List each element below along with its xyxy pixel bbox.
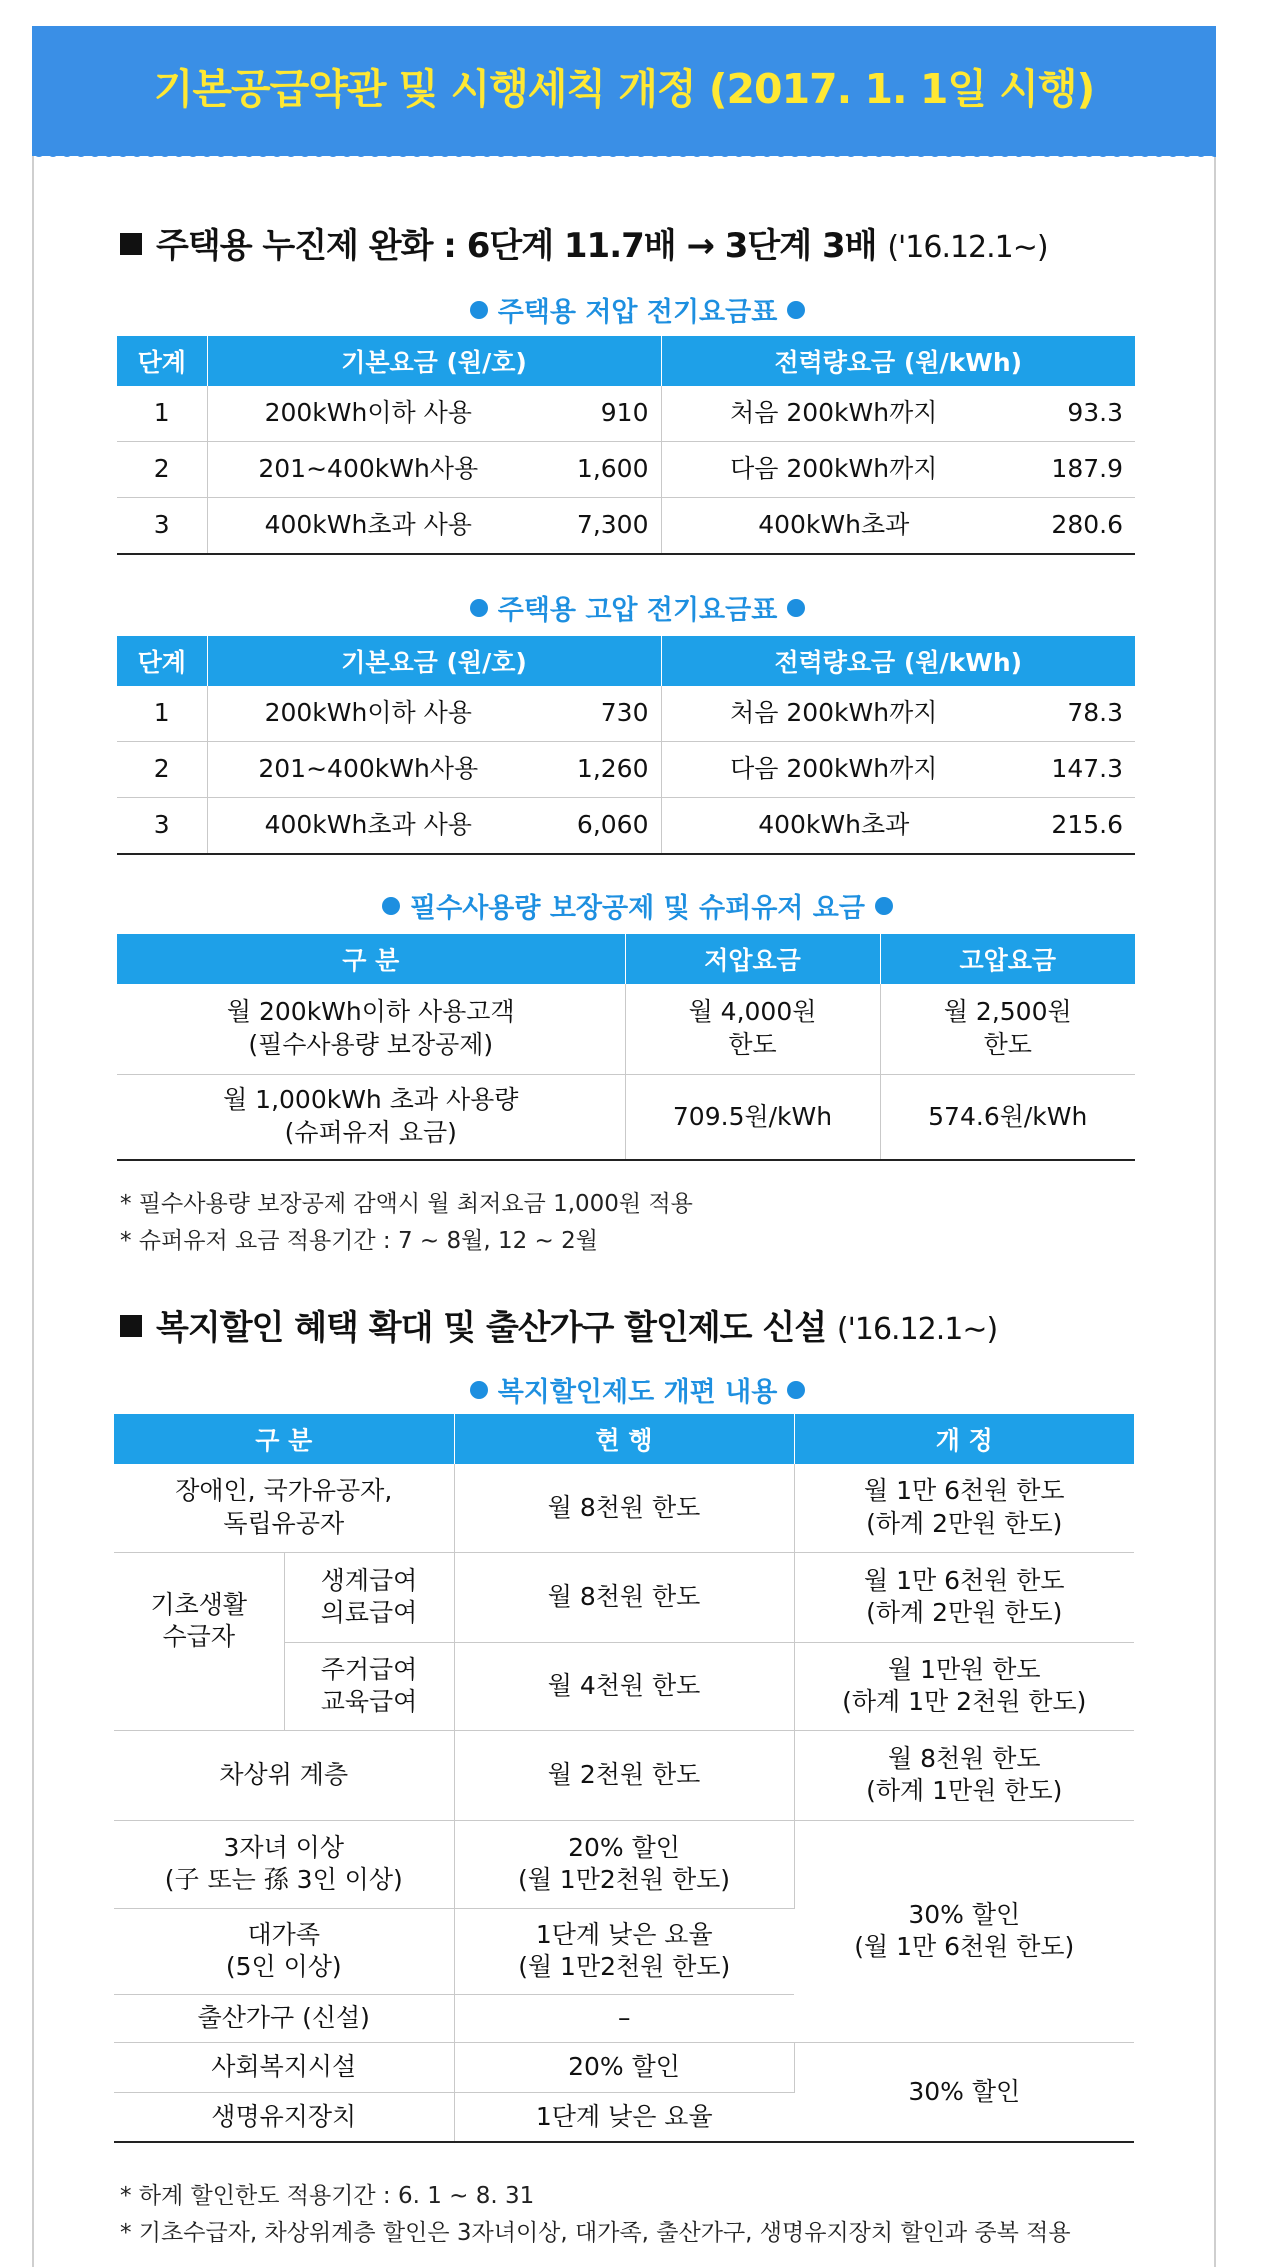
cell-basic-desc: 400kWh초과 사용 [207, 498, 529, 555]
cell-revised-merged: 30% 할인 [794, 2042, 1134, 2142]
cell-current: 월 2천원 한도 [454, 1730, 794, 1820]
note-text: * 필수사용량 보장공제 감액시 월 최저요금 1,000원 적용 [120, 1191, 693, 1217]
bullet-dot-icon [382, 897, 400, 915]
square-bullet-icon [120, 1315, 142, 1337]
header-energy: 전력량요금 (원/kWh) [661, 336, 1135, 386]
cell-basic-value: 7,300 [529, 498, 661, 555]
cell-basic-desc: 201∼400kWh사용 [207, 442, 529, 498]
header-category: 구 분 [117, 934, 625, 984]
cell-text: 교육급여 [320, 1687, 418, 1716]
subtitle-text: 주택용 저압 전기요금표 [497, 297, 778, 328]
subtitle-text: 주택용 고압 전기요금표 [497, 595, 778, 626]
cell-group-basic-recipients [114, 1552, 284, 1730]
cell-low: 709.5원/kWh [625, 1074, 880, 1160]
cell-text: (하계 2만원 한도) [866, 1598, 1063, 1627]
cell-energy-value: 215.6 [1006, 798, 1135, 855]
cell-basic-desc: 200kWh이하 사용 [207, 386, 529, 442]
cell-category [117, 984, 625, 1074]
cell-text: (하계 1만원 한도) [866, 1776, 1063, 1805]
welfare-subtitle [0, 1370, 1275, 1409]
cell-step: 1 [117, 686, 207, 742]
cell-text: (필수사용량 보장공제) [248, 1029, 494, 1059]
cell-energy-value: 187.9 [1006, 442, 1135, 498]
section-title: 주택용 누진제 완화 : 6단계 11.7배 → 3단계 3배 [156, 226, 877, 266]
subtitle-text: 복지할인제도 개편 내용 [497, 1377, 778, 1408]
table-row [114, 1730, 1134, 1820]
cell-basic-value: 1,260 [529, 742, 661, 798]
table-row [114, 2042, 1134, 2092]
cell-revised [794, 1552, 1134, 1642]
table-row [114, 1820, 1134, 1908]
cell-text: (월 1만 6천원 한도) [854, 1932, 1075, 1961]
low-voltage-subtitle [0, 290, 1275, 329]
low-voltage-table [117, 336, 1135, 555]
cell-energy-value: 93.3 [1006, 386, 1135, 442]
cell-text: 월 200kWh이하 사용고객 [226, 997, 515, 1027]
table-header-row [117, 636, 1135, 686]
note-text: * 기초수급자, 차상위계층 할인은 3자녀이상, 대가족, 출산가구, 생명유지장치 할인과 중복 적용 [120, 2220, 1071, 2246]
table-row [117, 798, 1135, 855]
cell-basic-desc: 200kWh이하 사용 [207, 686, 529, 742]
cell-text: 장애인, 국가유공자, [175, 1476, 393, 1506]
cell-text: 수급자 [162, 1622, 235, 1651]
header-step: 단계 [117, 636, 207, 686]
bullet-dot-icon [787, 301, 805, 319]
cell-low [625, 984, 880, 1074]
cell-category: 차상위 계층 [114, 1730, 454, 1820]
section-title: 복지할인 혜택 확대 및 출산가구 할인제도 신설 [156, 1308, 827, 1348]
table-row [117, 386, 1135, 442]
note-text: * 슈퍼유저 요금 적용기간 : 7 ∼ 8월, 12 ∼ 2월 [120, 1228, 598, 1254]
cell-energy-value: 147.3 [1006, 742, 1135, 798]
table-row [117, 1074, 1135, 1160]
cell-subcategory [284, 1552, 454, 1642]
header-high: 고압요금 [880, 934, 1135, 984]
cell-text: (5인 이상) [225, 1952, 342, 1981]
cell-revised [794, 1464, 1134, 1552]
cell-energy-desc: 처음 200kWh까지 [661, 686, 1006, 742]
section-heading-progressive [120, 218, 1048, 267]
cell-text: (월 1만2천원 한도) [518, 1952, 731, 1981]
cell-high: 574.6원/kWh [880, 1074, 1135, 1160]
cell-text: (월 1만2천원 한도) [517, 1865, 731, 1894]
cell-revised-merged [794, 1820, 1134, 2042]
cell-text: (子 또는 孫 3인 이상) [164, 1865, 403, 1894]
welfare-table [114, 1414, 1134, 2143]
table-row [114, 1464, 1134, 1552]
title-banner [32, 26, 1216, 156]
section-date: ('16.12.1∼) [887, 230, 1048, 265]
cell-basic-value: 730 [529, 686, 661, 742]
banner-wave-edge [32, 146, 1216, 162]
cell-energy-desc: 400kWh초과 [661, 498, 1006, 555]
cell-current: – [454, 1994, 794, 2042]
cell-revised [794, 1730, 1134, 1820]
cell-energy-desc: 다음 200kWh까지 [661, 442, 1006, 498]
cell-energy-value: 78.3 [1006, 686, 1135, 742]
section-date: ('16.12.1∼) [836, 1312, 998, 1347]
section-heading-welfare [120, 1300, 997, 1349]
cell-text: 생계급여 [320, 1565, 418, 1595]
cell-basic-desc: 201∼400kWh사용 [207, 742, 529, 798]
cell-category [117, 1074, 625, 1160]
cell-current: 월 8천원 한도 [454, 1464, 794, 1552]
table-row [117, 498, 1135, 555]
cell-energy-desc: 처음 200kWh까지 [661, 386, 1006, 442]
table-header-row [117, 934, 1135, 984]
cell-category: 출산가구 (신설) [114, 1994, 454, 2042]
cell-current [454, 1820, 794, 1908]
cell-energy-value: 280.6 [1006, 498, 1135, 555]
header-current: 현 행 [454, 1414, 794, 1464]
header-low: 저압요금 [625, 934, 880, 984]
cell-text: 주거급여 [320, 1654, 418, 1684]
header-basic: 기본요금 (원/호) [207, 336, 661, 386]
cell-current: 1단계 낮은 요율 [454, 2092, 794, 2142]
cell-text: 의료급여 [320, 1598, 418, 1627]
cell-current: 20% 할인 [454, 2042, 794, 2092]
cell-energy-desc: 다음 200kWh까지 [661, 742, 1006, 798]
cell-text: 한도 [728, 1029, 777, 1059]
cell-current [454, 1908, 794, 1994]
high-voltage-table [117, 636, 1135, 855]
cell-text: (하계 1만 2천원 한도) [842, 1687, 1087, 1716]
cell-text: 대가족 [247, 1919, 320, 1949]
cell-category [114, 1908, 454, 1994]
cell-current: 월 4천원 한도 [454, 1642, 794, 1730]
table-row [117, 686, 1135, 742]
cell-text: (하계 2만원 한도) [866, 1508, 1063, 1538]
table-header-row [114, 1414, 1134, 1464]
cell-text: 30% 할인 [908, 1899, 1021, 1929]
bullet-dot-icon [875, 897, 893, 915]
table-header-row [117, 336, 1135, 386]
cell-text: 월 1만원 한도 [887, 1654, 1041, 1684]
cell-text: 20% 할인 [568, 1832, 680, 1862]
header-category: 구 분 [114, 1414, 454, 1464]
cell-step: 3 [117, 798, 207, 855]
cell-step: 1 [117, 386, 207, 442]
cell-category: 생명유지장치 [114, 2092, 454, 2142]
cell-text: 3자녀 이상 [223, 1832, 344, 1862]
bullet-dot-icon [470, 599, 488, 617]
cell-revised [794, 1642, 1134, 1730]
cell-text: 한도 [983, 1029, 1032, 1059]
cell-basic-desc: 400kWh초과 사용 [207, 798, 529, 855]
cell-current: 월 8천원 한도 [454, 1552, 794, 1642]
cell-category [114, 1464, 454, 1552]
cell-basic-value: 910 [529, 386, 661, 442]
table-row [117, 984, 1135, 1074]
cell-step: 2 [117, 742, 207, 798]
cell-text: 1단계 낮은 요율 [535, 1919, 713, 1949]
table-row [114, 1552, 1134, 1642]
table-row [117, 742, 1135, 798]
table-row [117, 442, 1135, 498]
cell-text: 월 2,500원 [943, 997, 1072, 1027]
cell-text: 월 8천원 한도 [887, 1743, 1041, 1773]
essential-subtitle [0, 886, 1275, 925]
cell-text: 기초생활 [150, 1589, 248, 1619]
bullet-dot-icon [470, 301, 488, 319]
cell-subcategory [284, 1642, 454, 1730]
high-voltage-subtitle [0, 588, 1275, 627]
cell-step: 3 [117, 498, 207, 555]
cell-category: 사회복지시설 [114, 2042, 454, 2092]
cell-text: (슈퍼유저 요금) [284, 1117, 457, 1147]
cell-category [114, 1820, 454, 1908]
header-step: 단계 [117, 336, 207, 386]
header-basic: 기본요금 (원/호) [207, 636, 661, 686]
bullet-dot-icon [787, 599, 805, 617]
essential-table [117, 934, 1135, 1161]
cell-basic-value: 1,600 [529, 442, 661, 498]
note-text: * 하계 할인한도 적용기간 : 6. 1 ∼ 8. 31 [120, 2183, 535, 2209]
square-bullet-icon [120, 233, 142, 255]
cell-text: 월 1만 6천원 한도 [863, 1476, 1065, 1506]
cell-text: 월 1만 6천원 한도 [863, 1565, 1065, 1595]
cell-text: 월 1,000kWh 초과 사용량 [223, 1085, 519, 1115]
cell-energy-desc: 400kWh초과 [661, 798, 1006, 855]
header-energy: 전력량요금 (원/kWh) [661, 636, 1135, 686]
subtitle-text: 필수사용량 보장공제 및 슈퍼유저 요금 [410, 893, 865, 924]
cell-text: 독립유공자 [223, 1508, 345, 1538]
bullet-dot-icon [787, 1381, 805, 1399]
banner-title: 기본공급약관 및 시행세칙 개정 (2017. 1. 1일 시행) [153, 65, 1095, 113]
cell-high [880, 984, 1135, 1074]
cell-step: 2 [117, 442, 207, 498]
cell-basic-value: 6,060 [529, 798, 661, 855]
cell-text: 월 4,000원 [688, 997, 817, 1027]
header-revised: 개 정 [794, 1414, 1134, 1464]
bullet-dot-icon [470, 1381, 488, 1399]
